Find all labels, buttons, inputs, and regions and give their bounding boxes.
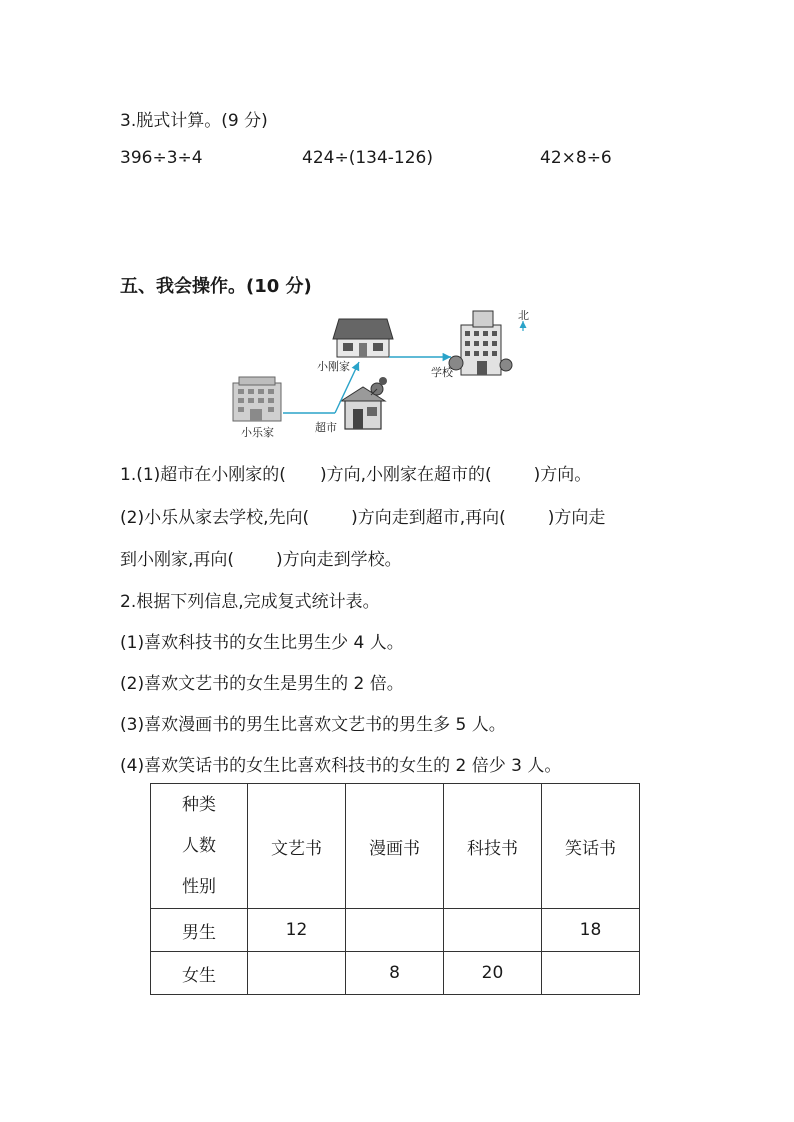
q1-text: 到小刚家,再向(	[120, 550, 235, 570]
north-label: 北	[518, 309, 529, 322]
section-heading: 五、我会操作。(10 分)	[120, 276, 312, 297]
q1-text: )方向走到学校。	[276, 550, 402, 570]
q2-item-2: (2)喜欢文艺书的女生是男生的 2 倍。	[120, 674, 404, 694]
table-cell[interactable]	[346, 909, 444, 952]
school-icon	[449, 311, 512, 375]
q1-text: )方向走	[547, 508, 606, 528]
table-header-row	[151, 784, 640, 909]
calc-expr-3: 42×8÷6	[540, 148, 612, 168]
table-cell[interactable]	[444, 909, 542, 952]
corner-label-category: 种类	[182, 794, 216, 815]
calc-expr-1: 396÷3÷4	[120, 148, 203, 168]
q1-text: 1.(1)超市在小刚家的(	[120, 465, 286, 485]
calc-title: 3.脱式计算。(9 分)	[120, 111, 268, 131]
column-header: 漫画书	[346, 784, 444, 909]
column-header: 笑话书	[542, 784, 640, 909]
table-row	[151, 909, 640, 952]
q1-text: )方向走到超市,再向(	[351, 508, 506, 528]
xiaogang-home-icon	[333, 319, 393, 357]
corner-label-count: 人数	[182, 835, 216, 856]
row-label: 女生	[151, 952, 248, 995]
q2-item-1: (1)喜欢科技书的女生比男生少 4 人。	[120, 633, 404, 653]
q2-item-4: (4)喜欢笑话书的女生比喜欢科技书的女生的 2 倍少 3 人。	[120, 756, 562, 776]
q1-text: )方向。	[533, 465, 592, 485]
q1-line-2	[120, 503, 605, 528]
column-header: 文艺书	[248, 784, 346, 909]
xiaole-home-icon	[233, 377, 281, 421]
q2-title: 2.根据下列信息,完成复式统计表。	[120, 592, 380, 612]
xiaole-home-label: 小乐家	[241, 426, 274, 439]
supermarket-label: 超市	[315, 421, 337, 434]
xiaogang-home-label: 小刚家	[317, 360, 350, 373]
table-cell[interactable]: 18	[542, 909, 640, 952]
corner-cell	[151, 784, 248, 909]
table-cell[interactable]: 12	[248, 909, 346, 952]
column-header: 科技书	[444, 784, 542, 909]
calc-expr-2: 424÷(134-126)	[302, 148, 433, 168]
table-cell[interactable]	[542, 952, 640, 995]
table-row	[151, 952, 640, 995]
q1-text: (2)小乐从家去学校,先向(	[120, 508, 310, 528]
table-cell[interactable]: 20	[444, 952, 542, 995]
q1-text: )方向,小刚家在超市的(	[319, 465, 492, 485]
q1-line-3	[120, 545, 402, 570]
route-map	[225, 305, 555, 440]
row-label: 男生	[151, 909, 248, 952]
corner-label-gender: 性别	[182, 876, 216, 897]
table-cell[interactable]: 8	[346, 952, 444, 995]
q2-item-3: (3)喜欢漫画书的男生比喜欢文艺书的男生多 5 人。	[120, 715, 506, 735]
stats-table	[150, 783, 640, 995]
table-cell[interactable]	[248, 952, 346, 995]
q1-line-1	[120, 460, 591, 485]
school-label: 学校	[431, 366, 453, 379]
